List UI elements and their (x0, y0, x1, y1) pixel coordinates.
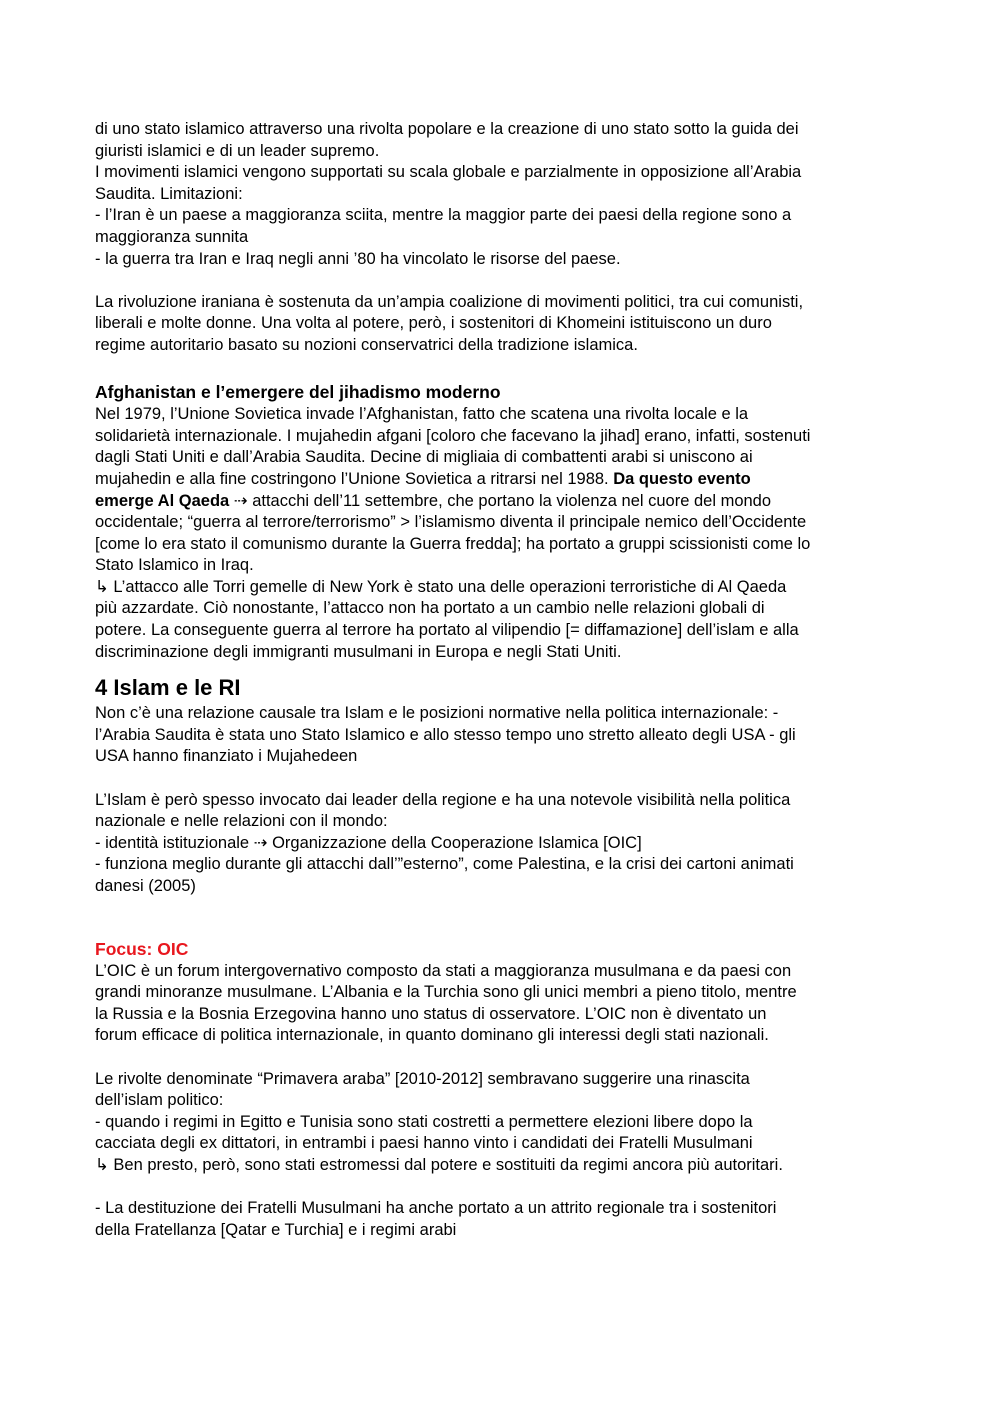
paragraph-iranian-revolution (95, 292, 915, 357)
text-line: [come lo era stato il comunismo durante la Guerra fredda]; ha portato a gruppi scissionisti come lo (95, 534, 811, 553)
text-line: - funziona meglio durante gli attacchi dall’”esterno”, come Palestina, e la crisi dei cartoni animati (95, 855, 794, 874)
text-line: USA hanno finanziato i Mujahedeen (95, 747, 358, 766)
spacer (95, 1177, 915, 1199)
text-line: discriminazione degli immigranti musulmani in Europa e negli Stati Uniti. (95, 642, 622, 661)
spacer (95, 663, 915, 673)
text-line: regime autoritario basato su nozioni conservatrici della tradizione islamica. (95, 335, 638, 354)
text-line: dagli Stati Uniti e dall’Arabia Saudita. Decine di migliaia di combattenti arabi si uniscono ai (95, 448, 753, 467)
text-line: di uno stato islamico attraverso una rivolta popolare e la creazione di uno stato sotto la guida dei (95, 120, 799, 138)
text-line (95, 469, 915, 491)
chapter-heading: 4 Islam e le RI (95, 675, 241, 701)
text-line: più azzardate. Ciò nonostante, l’attacco non ha portato a un cambio nelle relazioni globali di (95, 599, 765, 618)
text-line: maggioranza sunnita (95, 227, 249, 246)
document-body (95, 119, 915, 1241)
text-line: - La destituzione dei Fratelli Musulmani ha anche portato a un attrito regionale tra i sostenitori (95, 1199, 777, 1218)
section-islam-ri (95, 673, 915, 897)
paragraph-iran-islamic-state (95, 119, 915, 270)
text-line: I movimenti islamici vengono supportati su scala globale e parzialmente in opposizione all’Arabia (95, 163, 802, 182)
text-line: cacciata degli ex dittatori, in entrambi i paesi hanno vinto i candidati dei Fratelli Musulmani (95, 1134, 753, 1153)
text-line: - la guerra tra Iran e Iraq negli anni ’80 ha vincolato le risorse del paese. (95, 249, 621, 268)
text-line: della Fratellanza [Qatar e Turchia] e i regimi arabi (95, 1220, 457, 1239)
bold-text: Da questo evento (613, 469, 751, 488)
section-afghanistan (95, 380, 915, 663)
text-line: - l’Iran è un paese a maggioranza sciita, mentre la maggior parte dei paesi della regione sono a (95, 206, 792, 225)
focus-heading: Focus: OIC (95, 938, 189, 959)
text-run: ⇢ attacchi dell’11 settembre, che portano la violenza nel cuore del mondo (229, 491, 772, 510)
text-line: liberali e molte donne. Una volta al potere, però, i sostenitori di Khomeini istituiscono un duro (95, 314, 772, 333)
text-line: ↳ Ben presto, però, sono stati estromessi dal potere e sostituiti da regimi ancora più autoritari. (95, 1155, 783, 1174)
text-line: grandi minoranze musulmane. L’Albania e la Turchia sono gli unici membri a pieno titolo, mentre (95, 983, 797, 1002)
text-line: Non c’è una relazione causale tra Islam e le posizioni normative nella politica internazionale: - (95, 704, 779, 723)
spacer (95, 898, 915, 938)
text-line: nazionale e nelle relazioni con il mondo: (95, 812, 388, 831)
text-line: potere. La conseguente guerra al terrore ha portato al vilipendio [= diffamazione] dell’islam e alla (95, 621, 799, 640)
text-line: giuristi islamici e di un leader supremo. (95, 141, 380, 160)
spacer (95, 768, 915, 790)
text-line: forum efficace di politica internazionale, in quanto dominano gli interessi degli stati nazionali. (95, 1026, 769, 1045)
text-line: danesi (2005) (95, 877, 196, 895)
section-heading: Afghanistan e l’emergere del jihadismo moderno (95, 382, 501, 403)
text-line: Le rivolte denominate “Primavera araba” [2010-2012] sembravano suggerire una rinascita (95, 1069, 750, 1088)
text-line: la Russia e la Bosnia Erzegovina hanno uno status di osservatore. L’OIC non è diventato un (95, 1004, 767, 1023)
spacer (95, 270, 915, 292)
text-line: Nel 1979, l’Unione Sovietica invade l’Afghanistan, fatto che scatena una rivolta locale e la (95, 405, 749, 424)
text-line: solidarietà internazionale. I mujahedin afgani [coloro che facevano la jihad] erano, infatti, sostenuti (95, 426, 811, 445)
spacer (95, 357, 915, 379)
section-focus-oic (95, 938, 915, 1242)
text-line: l’Arabia Saudita è stata uno Stato Islamico e allo stesso tempo uno stretto alleato degli USA - gli (95, 725, 796, 744)
spacer (95, 1047, 915, 1069)
text-run: mujahedin e alla fine costringono l’Unione Sovietica a ritrarsi nel 1988. (95, 469, 614, 488)
text-line: - identità istituzionale ⇢ Organizzazione della Cooperazione Islamica [OIC] (95, 833, 642, 852)
text-line: Saudita. Limitazioni: (95, 184, 243, 203)
text-line: ↳ L’attacco alle Torri gemelle di New York è stato una delle operazioni terroristiche di Al Qaeda (95, 577, 787, 596)
text-line: Stato Islamico in Iraq. (95, 556, 254, 575)
text-line: - quando i regimi in Egitto e Tunisia sono stati costretti a permettere elezioni libere dopo la (95, 1112, 753, 1131)
text-line: occidentale; “guerra al terrore/terrorismo” > l’islamismo diventa il principale nemico dell’Occidente (95, 513, 807, 532)
text-line: L’OIC è un forum intergovernativo composto da stati a maggioranza musulmana e da paesi con (95, 961, 792, 980)
text-line (95, 491, 915, 513)
text-line: La rivoluzione iraniana è sostenuta da un’ampia coalizione di movimenti politici, tra cui comunisti, (95, 292, 804, 311)
text-line: L’Islam è però spesso invocato dai leader della regione e ha una notevole visibilità nella politica (95, 790, 791, 809)
text-line: dell’islam politico: (95, 1091, 224, 1110)
bold-text: emerge Al Qaeda (95, 491, 230, 510)
